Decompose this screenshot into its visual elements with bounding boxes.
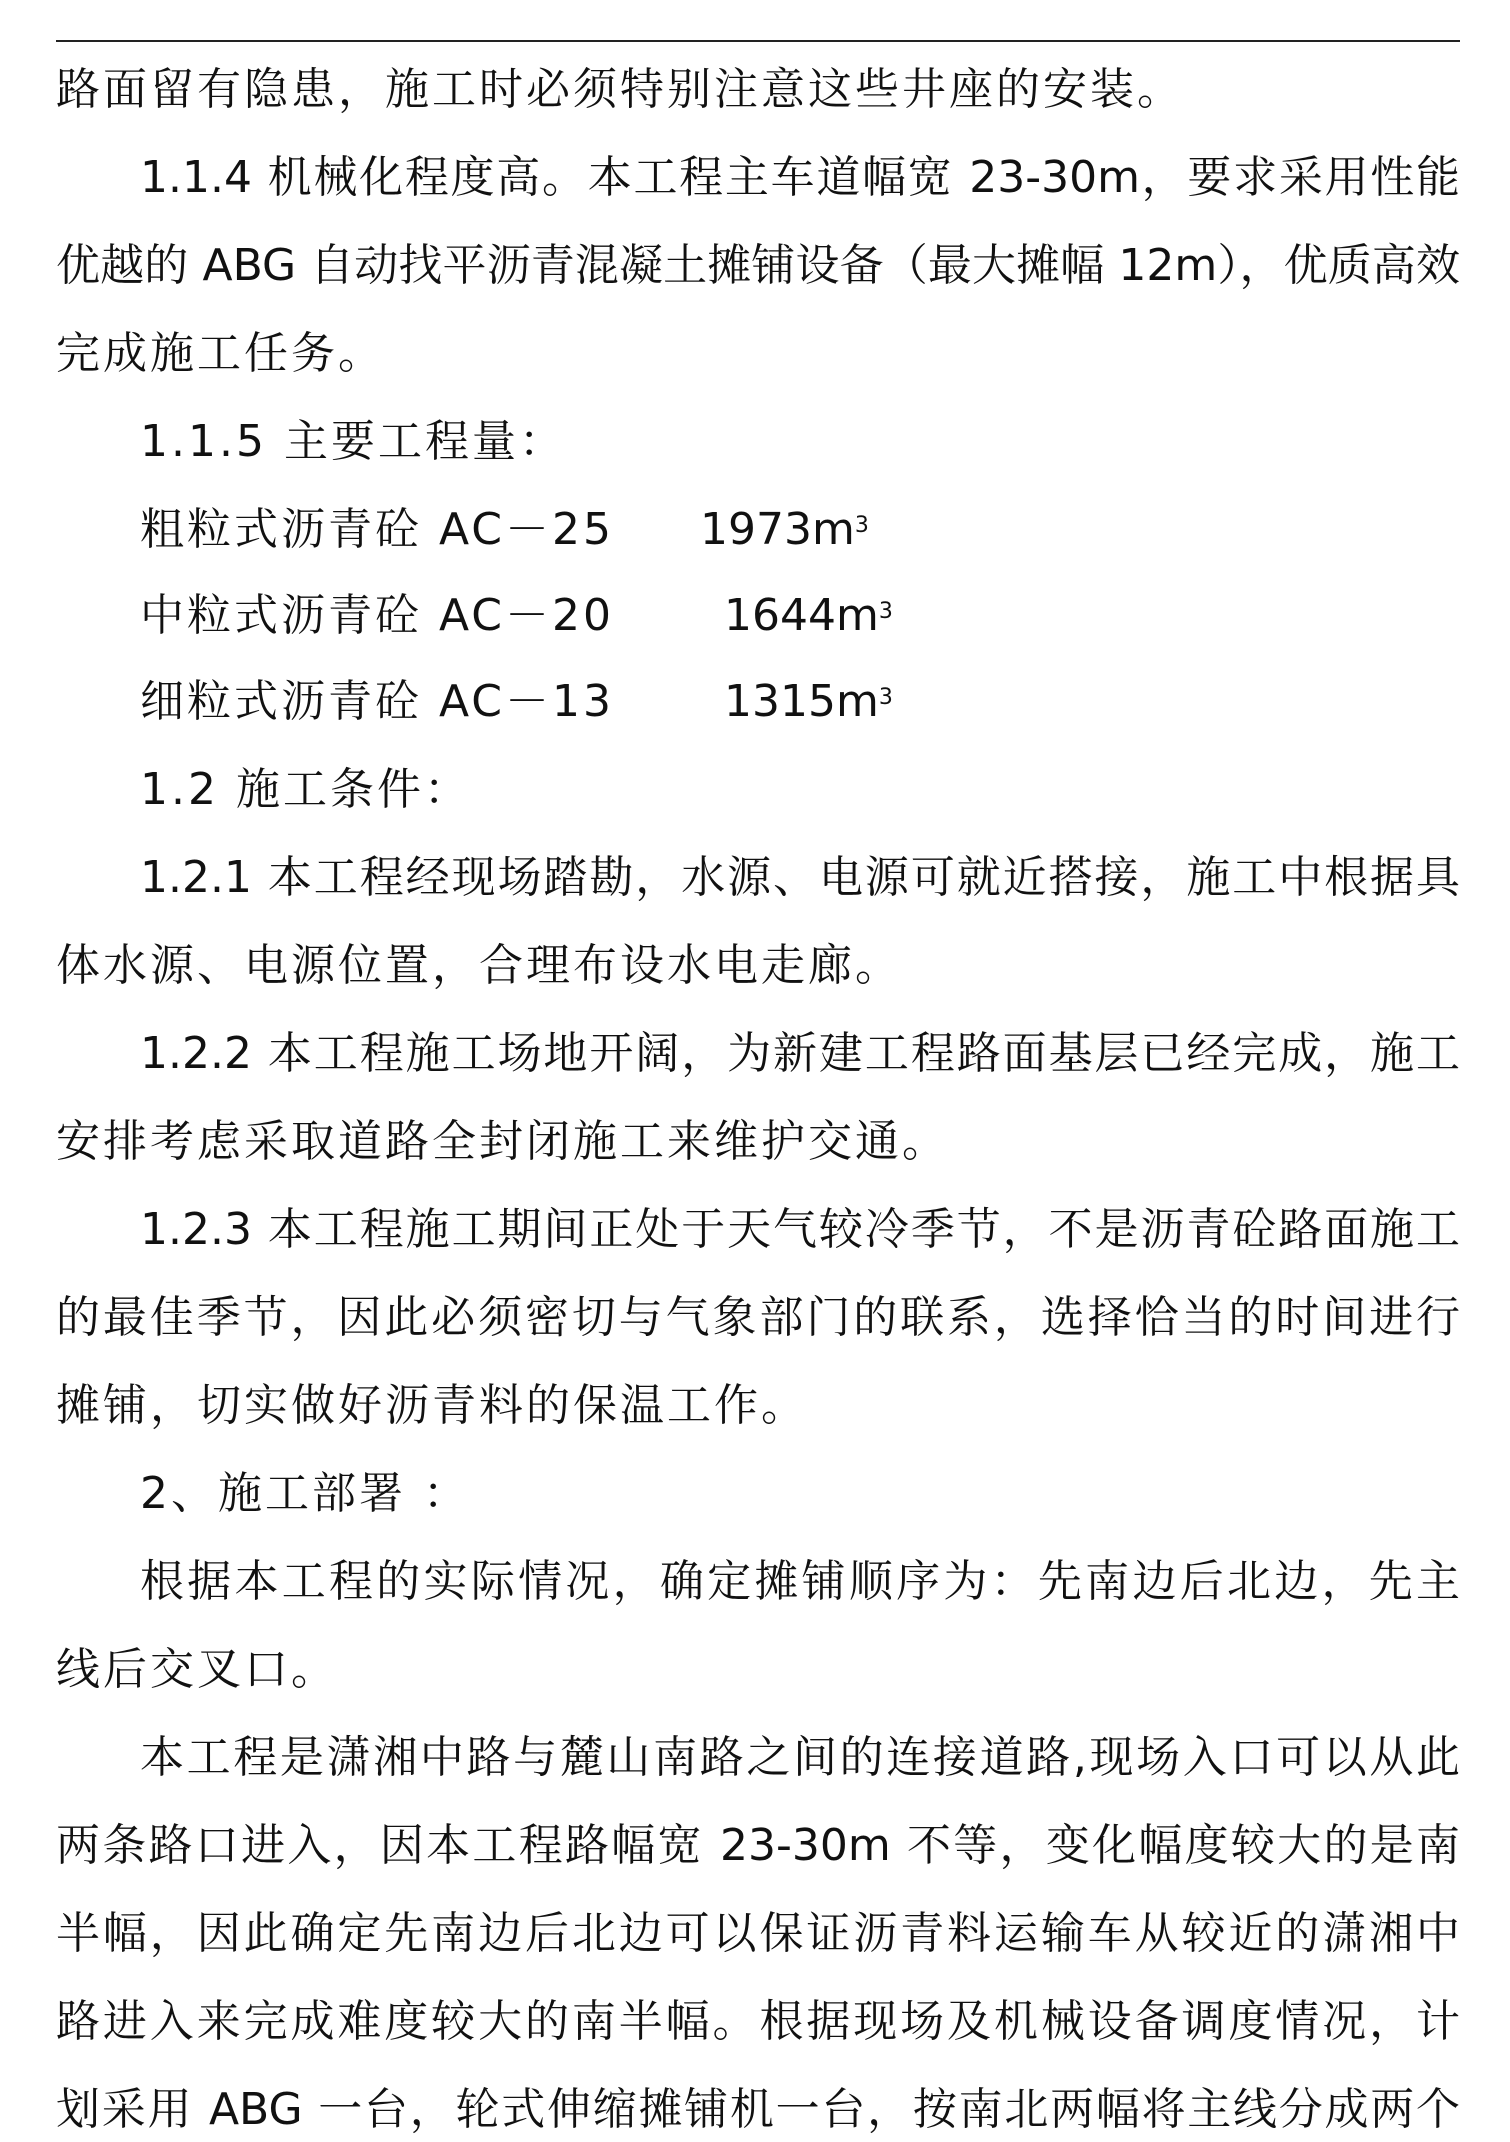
section-heading: 1.2 施工条件： bbox=[140, 764, 471, 815]
section-heading: 2、施工部署 ： bbox=[140, 1468, 470, 1519]
text-line: 的最佳季节，因此必须密切与气象部门的联系，选择恰当的时间进行 bbox=[56, 1292, 1460, 1343]
text-line: 路面留有隐患，施工时必须特别注意这些井座的安装。 bbox=[56, 64, 1184, 115]
text-line: 路进入来完成难度较大的南半幅。根据现场及机械设备调度情况，计 bbox=[56, 1996, 1460, 2047]
header-rule bbox=[56, 40, 1460, 42]
text-line: 划采用 ABG 一台，轮式伸缩摊铺机一台，按南北两幅将主线分成两个 bbox=[56, 2084, 1460, 2135]
text-line: 摊铺，切实做好沥青料的保温工作。 bbox=[56, 1380, 808, 1431]
text-line: 本工程是潇湘中路与麓山南路之间的连接道路,现场入口可以从此 bbox=[140, 1732, 1460, 1783]
quantity-item-label: 粗粒式沥青砼 AC－25 bbox=[140, 504, 615, 555]
text-line: 1.2.2 本工程施工场地开阔，为新建工程路面基层已经完成，施工 bbox=[140, 1028, 1460, 1079]
text-line: 半幅，因此确定先南边后北边可以保证沥青料运输车从较近的潇湘中 bbox=[56, 1908, 1460, 1959]
quantity-item-value: $1315m^3$ bbox=[724, 676, 893, 727]
text-line: 根据本工程的实际情况，确定摊铺顺序为：先南边后北边，先主 bbox=[140, 1556, 1460, 1607]
quantity-item-label: 中粒式沥青砼 AC－20 bbox=[140, 590, 615, 641]
text-line: 完成施工任务。 bbox=[56, 328, 385, 379]
quantity-item-label: 细粒式沥青砼 AC－13 bbox=[140, 676, 615, 727]
text-line: 体水源、电源位置，合理布设水电走廊。 bbox=[56, 940, 902, 991]
text-line: 1.2.1 本工程经现场踏勘，水源、电源可就近搭接，施工中根据具 bbox=[140, 852, 1460, 903]
text-line: 线后交叉口。 bbox=[56, 1644, 338, 1695]
section-heading: 1.1.5 主要工程量： bbox=[140, 416, 566, 467]
quantity-item-value: $1644m^3$ bbox=[724, 590, 893, 641]
text-line: 两条路口进入，因本工程路幅宽 23-30m 不等，变化幅度较大的是南 bbox=[56, 1820, 1460, 1871]
text-line: 1.2.3 本工程施工期间正处于天气较冷季节，不是沥青砼路面施工 bbox=[140, 1204, 1460, 1255]
text-line: 优越的 ABG 自动找平沥青混凝土摊铺设备（最大摊幅 12m），优质高效 bbox=[56, 240, 1460, 291]
quantity-item-value: $1973m^3$ bbox=[700, 504, 869, 555]
text-line: 安排考虑采取道路全封闭施工来维护交通。 bbox=[56, 1116, 949, 1167]
text-line: 1.1.4 机械化程度高。本工程主车道幅宽 23-30m，要求采用性能 bbox=[140, 152, 1460, 203]
